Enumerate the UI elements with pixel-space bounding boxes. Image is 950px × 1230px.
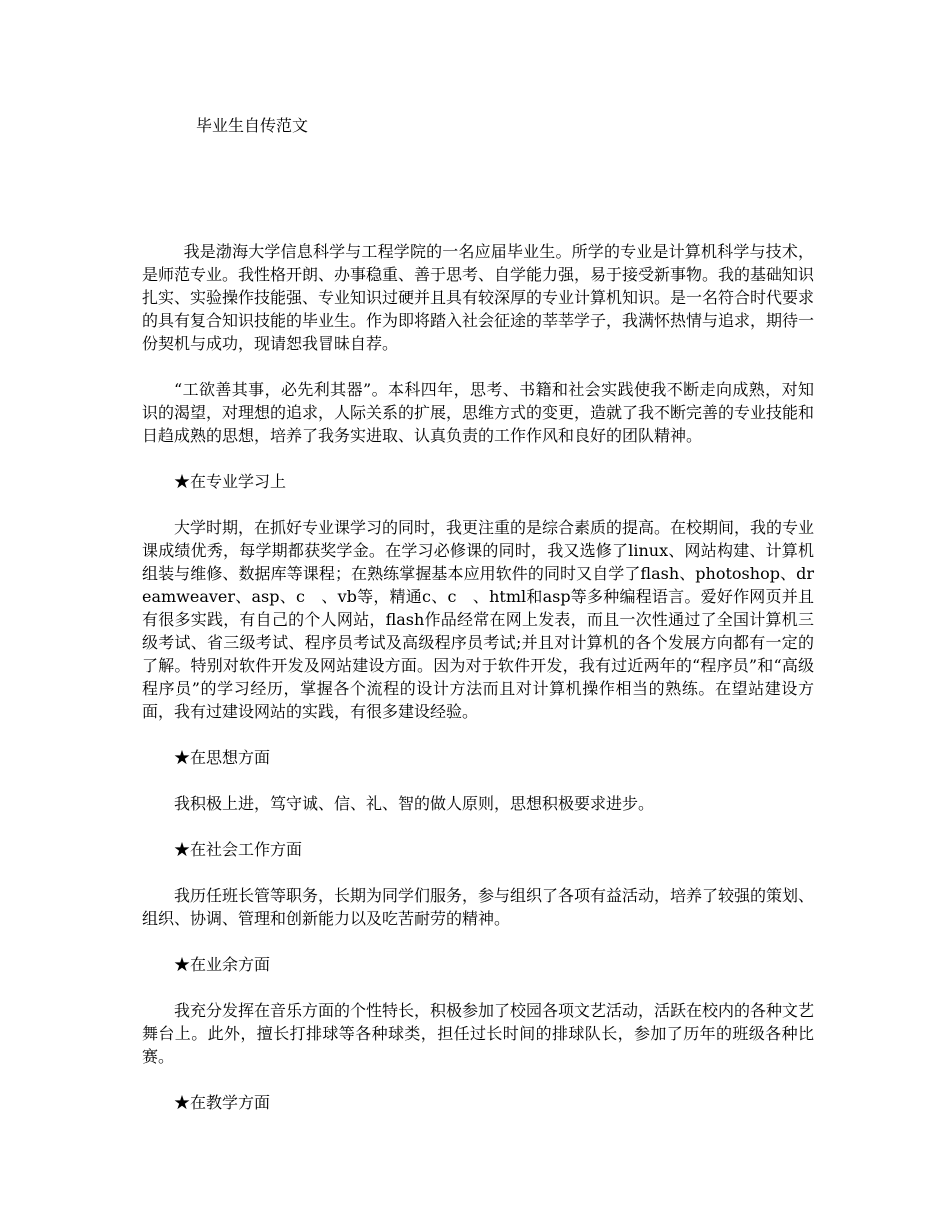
section-text-spare-time: 我充分发挥在音乐方面的个性特长，积极参加了校园各项文艺活动，活跃在校内的各种文艺舞台上。此外，擅长打排球等各种球类，担任过长时间的排球队长，参加了历年的班级各种比赛。 <box>142 1001 815 1066</box>
document-title: 毕业生自传范文 <box>196 116 309 135</box>
intro-paragraph-1: 我是渤海大学信息科学与工程学院的一名应届毕业生。所学的专业是计算机科学与技术，是师范专业。我性格开朗、办事稳重、善于思考、自学能力强，易于接受新事物。我的基础知识扎实、实验操作技能强、专业知识过硬并且具有较深厚的专业计算机知识。是一名符合时代要求的具有复合知识技能的毕业生。作为即将踏入社会征途的莘莘学子，我满怀热情与追求，期待一份契机与成功，现请恕我冒昧自荐。 <box>142 242 815 353</box>
section-text-thought: 我积极上进，笃守诚、信、礼、智的做人原则，思想积极要求进步。 <box>174 794 655 813</box>
section-heading-study: ★在专业学习上 <box>174 472 287 491</box>
section-heading-social-work: ★在社会工作方面 <box>174 840 303 859</box>
section-heading-spare-time: ★在业余方面 <box>174 955 271 974</box>
section-heading-teaching: ★在教学方面 <box>174 1093 271 1112</box>
document-body <box>142 240 814 1137</box>
section-text-study: 大学时期，在抓好专业课学习的同时，我更注重的是综合素质的提高。在校期间，我的专业课成绩优秀，每学期都获奖学金。在学习必修课的同时，我又选修了linux、网站构建、计算机组装与维修、数据库等课程；在熟练掌握基本应用软件的同时又自学了flash、photoshop、dreamweaver、asp、c 、vb等，精通c、c 、html和asp等多种编程语言。爱好作网页并且有很多实践，有自己的个人网站，flash作品经常在网上发表，而且一次性通过了全国计算机三级考试、省三级考试、程序员考试及高级程序员考试;并且对计算机的各个发展方向都有一定的了解。特别对软件开发及网站建设方面。因为对于软件开发，我有过近两年的“程序员”和“高级程序员”的学习经历，掌握各个流程的设计方法而且对计算机操作相当的熟练。在望站建设方面，我有过建设网站的实践，有很多建设经验。 <box>142 518 815 721</box>
section-heading-thought: ★在思想方面 <box>174 748 271 767</box>
intro-paragraph-2: “工欲善其事，必先利其器”。本科四年，思考、书籍和社会实践使我不断走向成熟，对知识的渴望，对理想的追求，人际关系的扩展，思维方式的变更，造就了我不断完善的专业技能和日趋成熟的思想，培养了我务实进取、认真负责的工作作风和良好的团队精神。 <box>142 380 815 445</box>
section-text-social-work: 我历任班长管等职务，长期为同学们服务，参与组织了各项有益活动，培养了较强的策划、组织、协调、管理和创新能力以及吃苦耐劳的精神。 <box>142 886 815 928</box>
